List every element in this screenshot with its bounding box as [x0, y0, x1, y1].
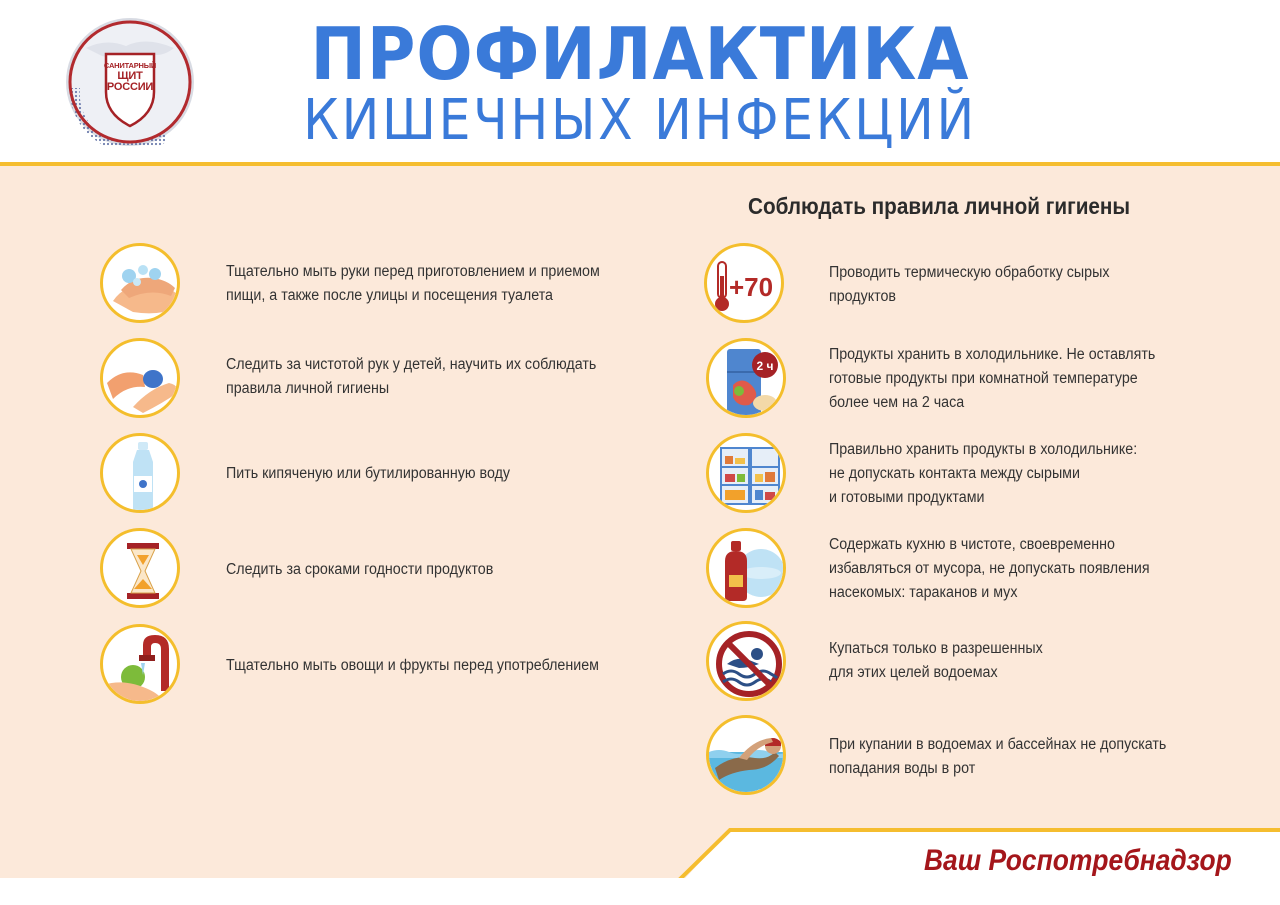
right-item-2-text: Продукты хранить в холодильнике. Не оставлять готовые продукты при комнатной температуре более чем на 2 часа: [829, 346, 1156, 411]
right-item-3-text: Правильно хранить продукты в холодильнике: не допускать контакта между сырыми и готовыми продуктами: [829, 441, 1138, 506]
thermometer-icon: [704, 243, 784, 323]
washing-hands-icon: [100, 243, 180, 323]
right-item-1-text: Проводить термическую обработку сырых продуктов: [829, 264, 1110, 305]
child-hands-soap-icon: [100, 338, 180, 418]
tap-apple-icon: [100, 624, 180, 704]
logo-line-3: РОССИИ: [106, 81, 154, 93]
no-swimming-icon: [706, 621, 786, 701]
fridge-2h-icon: [706, 338, 786, 418]
cleaning-detergent-icon: [706, 528, 786, 608]
left-item-1-text: Тщательно мыть руки перед приготовлением и приемом пищи, а также после улицы и посещения туалета: [226, 263, 600, 304]
logo-line-1: САНИТАРНЫЙ: [103, 61, 157, 70]
right-item-4-text: Содержать кухню в чистоте, своевременно избавляться от мусора, не допускать появления насекомых: тараканов и мух: [829, 536, 1150, 601]
left-item-4-text: Следить за сроками годности продуктов: [226, 561, 494, 578]
temperature-badge: +70: [729, 272, 774, 302]
left-item-5-text: Тщательно мыть овощи и фрукты перед употреблением: [226, 657, 599, 674]
header: [0, 0, 1280, 162]
left-item-2-text: Следить за чистотой рук у детей, научить их соблюдать правила личной гигиены: [226, 356, 597, 397]
section-heading: Соблюдать правила личной гигиены: [748, 193, 1131, 219]
right-item-6-text: При купании в водоемах и бассейнах не допускать попадания воды в рот: [829, 736, 1167, 777]
title-line-1: ПРОФИЛАКТИКА: [310, 12, 970, 96]
right-item-5-text: Купаться только в разрешенных для этих целей водоемах: [829, 640, 1043, 681]
title-line-2: КИШЕЧНЫХ ИНФЕКЦИЙ: [303, 88, 977, 153]
left-item-3-text: Пить кипяченую или бутилированную воду: [226, 465, 511, 482]
fridge-shelves-icon: [706, 433, 786, 513]
swimmer-icon: [706, 715, 786, 795]
time-badge: 2 ч: [756, 359, 774, 373]
rospotrebnadzor-signature: Ваш Роспотребнадзор: [924, 844, 1232, 877]
logo-line-2: ЩИТ: [117, 70, 143, 82]
water-bottle-icon: [100, 433, 180, 513]
footer-bottom: [0, 878, 1280, 905]
hourglass-icon: [100, 528, 180, 608]
